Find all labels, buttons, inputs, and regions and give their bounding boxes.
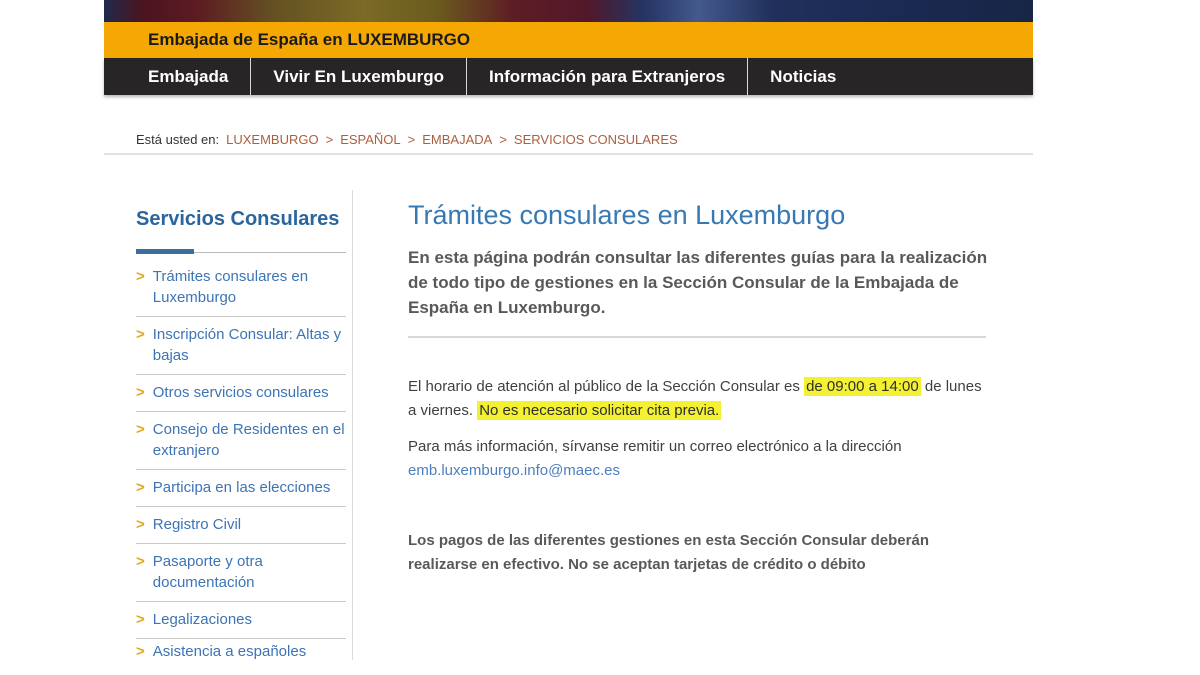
nav-item-label: Información para Extranjeros — [488, 66, 726, 86]
arrow-icon: > — [136, 516, 145, 533]
arrow-icon: > — [136, 384, 145, 401]
breadcrumb-separator: > — [407, 132, 416, 147]
sidebar-main-divider — [352, 190, 353, 660]
sidebar-item-otros-servicios[interactable] — [136, 375, 346, 412]
breadcrumb-prefix: Está usted en: — [136, 132, 220, 147]
main-content — [408, 198, 988, 577]
sidebar-item-partial-clipped[interactable] — [136, 639, 346, 660]
sidebar-item-registro-civil[interactable] — [136, 507, 346, 544]
nav-item-label: Vivir En Luxemburgo — [273, 66, 444, 86]
sidebar-item-tramites-consulares[interactable] — [136, 259, 346, 317]
sidebar-item-label: Asistencia a españoles — [152, 643, 307, 660]
sidebar-item-label: Consejo de Residentes en el extranjero — [152, 421, 345, 459]
arrow-icon: > — [136, 268, 145, 285]
breadcrumb-link-espanol[interactable]: ESPAÑOL — [340, 132, 401, 147]
arrow-icon: > — [136, 421, 145, 438]
sidebar-item-consejo-residentes[interactable] — [136, 412, 346, 470]
accent-bar — [136, 249, 194, 254]
hours-highlight: de 09:00 a 14:00 — [806, 378, 919, 395]
arrow-icon: > — [136, 553, 145, 570]
breadcrumb-separator: > — [499, 132, 507, 147]
payments-paragraph: Los pagos de las diferentes gestiones en esta Sección Consular deberán realizarse en efectivo. No se aceptan tarjetas de crédito o débito — [408, 532, 929, 573]
sidebar-item-pasaporte[interactable] — [136, 544, 346, 602]
breadcrumb-link-embajada[interactable]: EMBAJADA — [422, 132, 493, 147]
email-link[interactable]: emb.luxemburgo.info@maec.es — [408, 462, 620, 479]
flag-banner-image — [104, 0, 1033, 22]
hours-text: de lunes a viernes. — [408, 378, 982, 419]
page-title: Trámites consulares en Luxemburgo — [408, 200, 846, 230]
breadcrumb-link-servicios-consulares[interactable]: SERVICIOS CONSULARES — [513, 132, 678, 147]
arrow-icon: > — [136, 643, 145, 660]
nav-item-vivir-en-luxemburgo[interactable] — [251, 58, 467, 95]
nav-item-embajada[interactable] — [104, 58, 251, 95]
nav-item-label: Embajada — [148, 66, 229, 86]
sidebar-item-label: Trámites consulares en Luxemburgo — [152, 268, 309, 306]
nav-item-informacion-para-extranjeros[interactable] — [467, 58, 748, 95]
arrow-icon: > — [136, 326, 145, 343]
sidebar-item-label: Inscripción Consular: Altas y bajas — [152, 326, 342, 364]
breadcrumb-link-luxemburgo[interactable]: LUXEMBURGO — [226, 132, 319, 147]
brand-bar — [104, 22, 1033, 58]
brand-title: Embajada de España en LUXEMBURGO — [148, 30, 471, 49]
info-text: Para más información, sírvanse remitir un correo electrónico a la dirección — [408, 438, 902, 455]
sidebar-item-label: Legalizaciones — [152, 611, 253, 628]
hours-text: El horario de atención al público de la Sección Consular es — [408, 378, 805, 395]
nav-item-label: Noticias — [770, 66, 837, 86]
main-nav — [104, 58, 1033, 95]
sidebar-item-label: Otros servicios consulares — [152, 384, 329, 401]
nav-item-noticias[interactable] — [748, 58, 858, 95]
sidebar-item-label: Registro Civil — [152, 516, 242, 533]
breadcrumb-divider — [104, 153, 1033, 155]
arrow-icon: > — [136, 611, 145, 628]
lead-paragraph: En esta página podrán consultar las diferentes guías para la realización de todo tipo de gestiones en la Sección Consular de la Embajada de España en Luxemburgo. — [408, 248, 988, 317]
breadcrumb-separator: > — [325, 132, 334, 147]
sidebar-item-label: Participa en las elecciones — [152, 479, 331, 496]
arrow-icon: > — [136, 479, 145, 496]
site-header — [104, 0, 1033, 95]
sidebar-servicios-consulares — [136, 206, 346, 660]
sidebar-item-participa-elecciones[interactable] — [136, 470, 346, 507]
breadcrumb — [136, 132, 678, 147]
content-divider — [408, 336, 986, 338]
no-appointment-highlight: No es necesario solicitar cita previa. — [479, 402, 720, 419]
sidebar-title-underline — [136, 249, 346, 253]
hours-paragraph — [408, 375, 988, 423]
sidebar-item-inscripcion-consular[interactable] — [136, 317, 346, 375]
sidebar-item-legalizaciones[interactable] — [136, 602, 346, 639]
sidebar-item-label: Pasaporte y otra documentación — [152, 553, 263, 591]
sidebar-menu — [136, 259, 346, 660]
info-paragraph — [408, 435, 988, 483]
sidebar-title: Servicios Consulares — [136, 208, 340, 230]
